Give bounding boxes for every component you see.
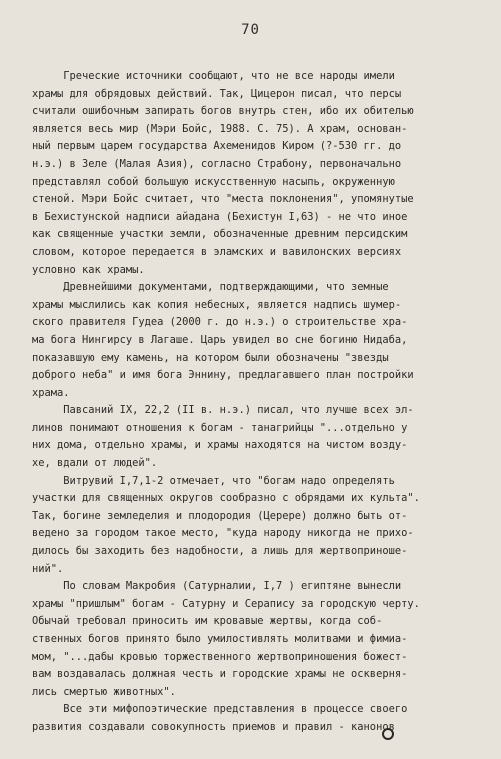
text-line: вам воздавалась должная честь и городские храмы не оскверня-	[32, 668, 408, 681]
text-line: Павсаний IX, 22,2 (II в. н.э.) писал, что лучше всех эл-	[32, 404, 414, 417]
text-line: Витрувий I,7,1-2 отмечает, что "богам надо определять	[32, 474, 395, 487]
text-line: дилось бы заходить без надобности, а лишь для жертвоприноше-	[32, 545, 408, 558]
text-line: развития создавали совокупность приемов и правил - канонов	[32, 720, 395, 733]
text-line: представлял собой большую искусственную насыпь, окруженную	[32, 175, 395, 188]
text-line: них дома, отдельно храмы, и храмы находятся на чистом возду-	[32, 439, 408, 452]
text-line: храмы мыслились как копия небесных, является надпись шумер-	[32, 298, 402, 311]
text-line: Так, богине земледелия и плодородия (Церере) должно быть от-	[32, 509, 408, 522]
text-line: ственных богов принято было умилостивлять молитвами и фимиа-	[32, 633, 408, 645]
text-line: участки для священных округов сообразно с обрядами их культа".	[32, 492, 420, 505]
text-line: ведено за городом такое место, "куда народу никогда не прихо-	[32, 527, 414, 540]
text-line: в Бехистунской надписи айадана (Бехистун I,63) - не что иное	[32, 210, 408, 223]
text-line: словом, которое передается в эламских и вавилонских версиях	[32, 245, 402, 258]
text-line: как священные участки земли, обозначенные древним персидским	[32, 228, 408, 241]
text-line: Обычай требовал приносить им кровавые жертвы, когда соб-	[32, 615, 383, 628]
text-line: ный первым царем государства Ахеменидов Киром (?-530 гг. до	[32, 140, 402, 153]
text-line: доброго неба" и имя бога Эннину, предлагавшего план постройки	[32, 369, 414, 382]
text-line: н.э.) в Зеле (Малая Азия), согласно Страбону, первоначально	[32, 157, 402, 170]
text-line: храмы для обрядовых действий. Так, Цицерон писал, что персы	[32, 87, 402, 100]
text-line: хе, вдали от людей".	[32, 457, 158, 470]
text-line: Древнейшими документами, подтверждающими, что земные	[32, 281, 389, 294]
text-line: Все эти мифопоэтические представления в процессе своего	[32, 703, 408, 716]
text-line: считали ошибочным запирать богов внутрь стен, ибо их обителью	[32, 105, 414, 118]
text-line: По словам Макробия (Сатурналии, I,7 ) египтяне вынесли	[32, 580, 402, 593]
text-line: показавшую ему камень, на котором были обозначены "звезды	[32, 351, 389, 364]
page-mark	[382, 728, 394, 740]
page-number: 70	[241, 22, 260, 38]
text-line: ний".	[32, 562, 64, 575]
text-line: условно как храмы.	[32, 263, 145, 276]
text-line: линов понимают отношения к богам - танагрийцы "...отдельно у	[32, 421, 408, 434]
body-text	[32, 68, 472, 737]
text-line: мом, "...дабы кровью торжественного жертвоприношения божест-	[32, 650, 408, 663]
text-line: храмы "пришлым" богам - Сатурну и Серапису за городскую черту.	[32, 597, 420, 610]
text-line: лись смертью животных".	[32, 685, 176, 698]
text-line: является весь мир (Мэри Бойс, 1988. С. 75). А храм, основан-	[32, 122, 408, 135]
text-line: ма бога Нингирсу в Лагаше. Царь увидел во сне богиню Нидаба,	[32, 333, 408, 346]
text-line: храма.	[32, 386, 70, 399]
text-line: ского правителя Гудеа (2000 г. до н.э.) о строительстве хра-	[32, 316, 408, 329]
text-line: стеной. Мэри Бойс считает, что "места поклонения", упомянутые	[32, 193, 414, 206]
text-line: Греческие источники сообщают, что не все народы имели	[32, 70, 395, 82]
